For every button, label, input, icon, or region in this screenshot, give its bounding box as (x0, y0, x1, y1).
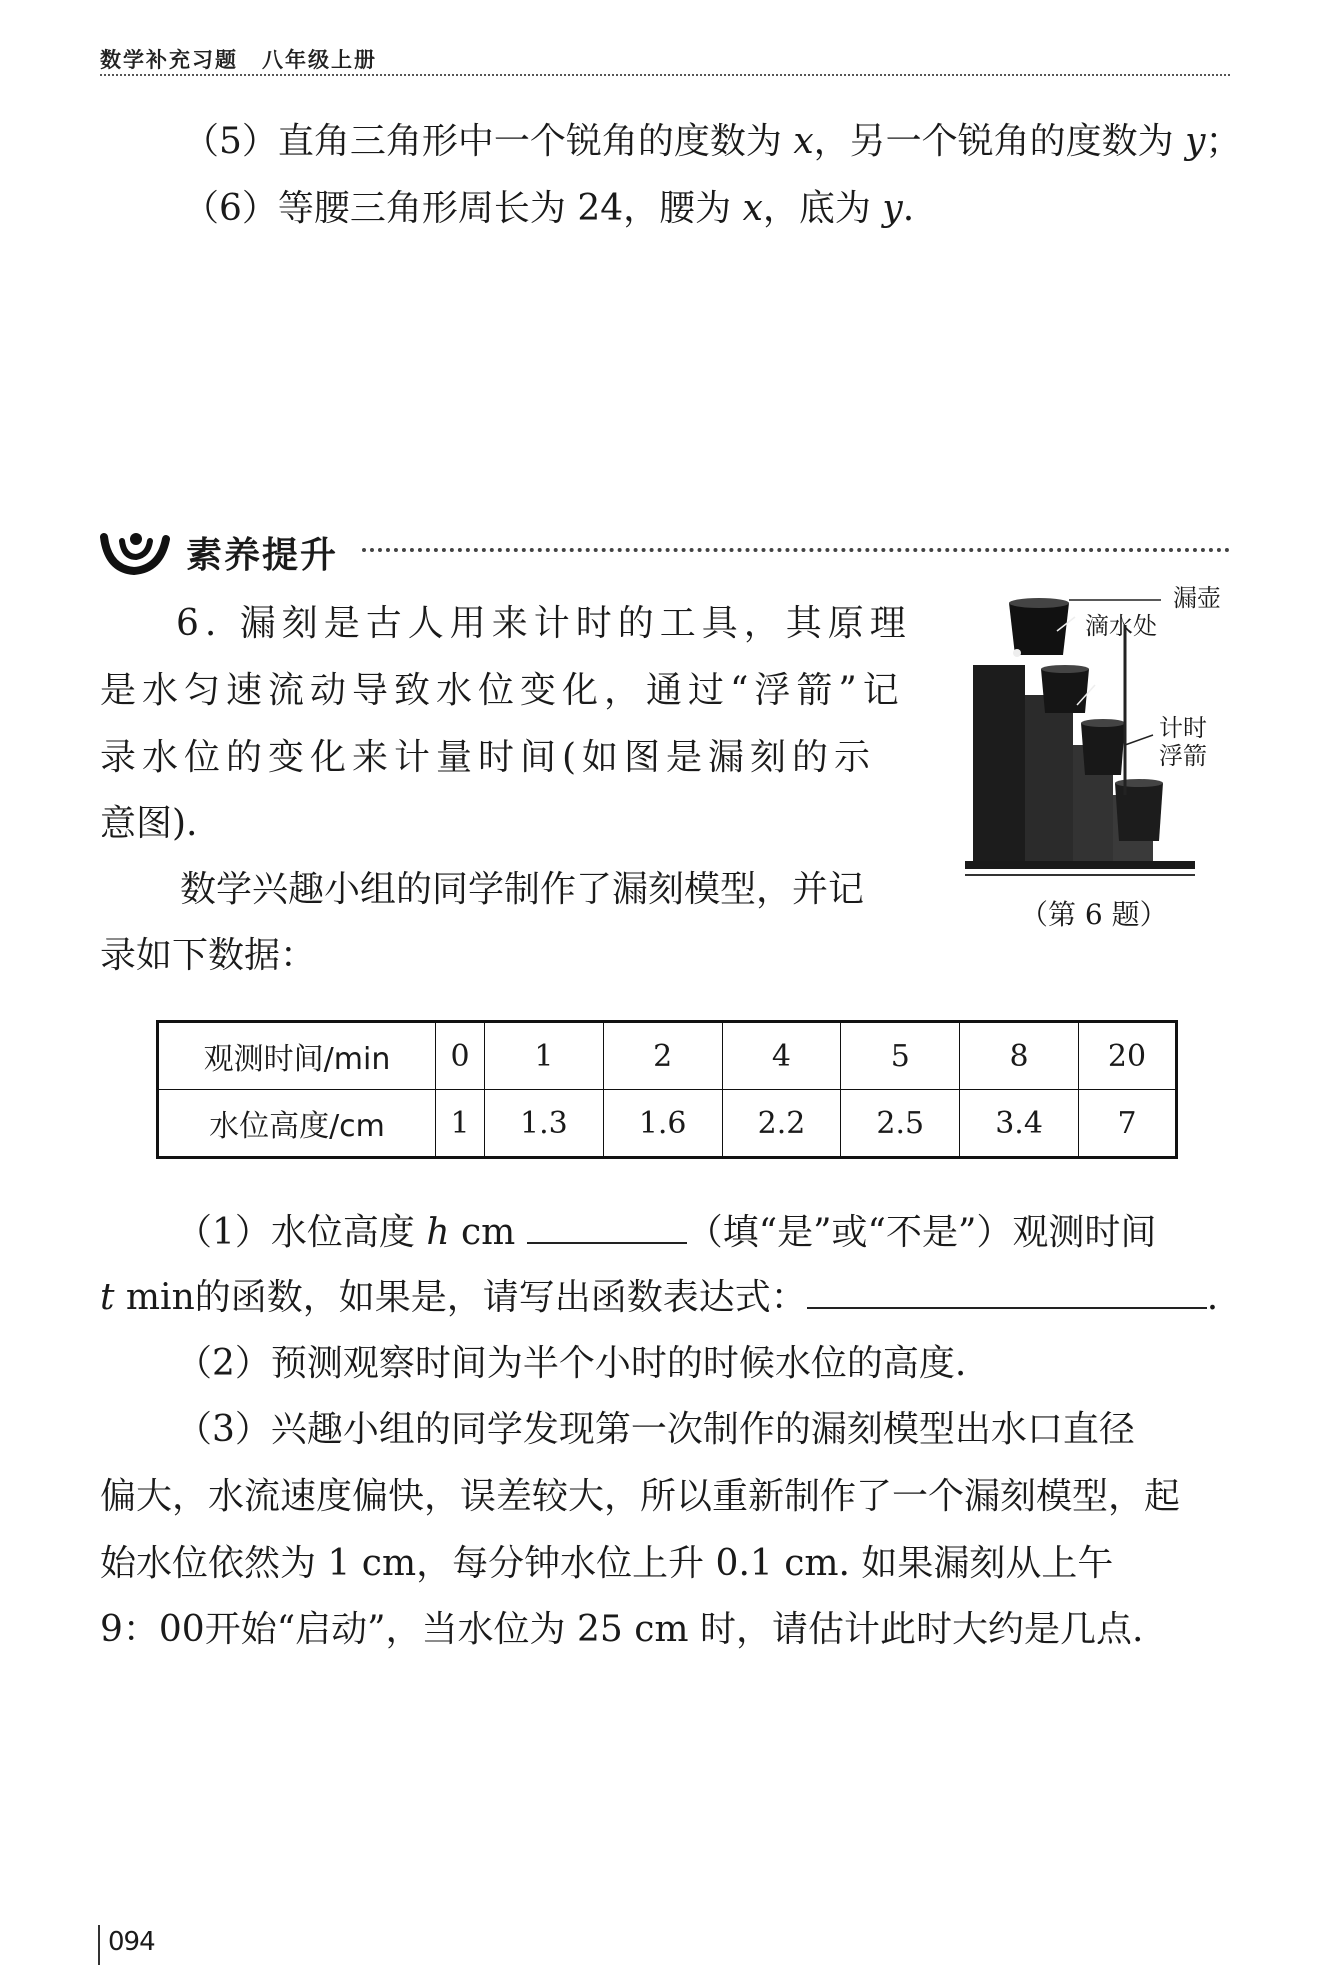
section-smile-icon (100, 529, 170, 575)
table-cell: 7 (1078, 1090, 1176, 1158)
question-1-line-1 (176, 1208, 1156, 1257)
section-heading (100, 525, 1230, 581)
question-3-line-4: 9：00开始“启动”，当水位为 25 cm 时，请估计此时大约是几点. (100, 1609, 1144, 1650)
table-cell: 2.2 (722, 1090, 841, 1158)
section-dotted-rule (362, 548, 1230, 552)
q1-blank-1[interactable] (527, 1208, 687, 1244)
label-pot: 漏壶 (1173, 584, 1221, 612)
header-dotted-rule (100, 74, 1230, 76)
question-1-line-2 (100, 1273, 1218, 1322)
table-cell: 2.5 (841, 1090, 960, 1158)
item-5-var-x: x (793, 121, 814, 162)
item-6 (183, 185, 914, 233)
table-row (158, 1090, 1177, 1158)
problem-6-data-intro-line-2: 录如下数据： (100, 935, 317, 976)
question-3-line-1 (176, 1406, 1135, 1454)
item-6-number: （6） (183, 188, 278, 229)
table-cell: 20 (1078, 1022, 1176, 1090)
q1-text-c: （填“是”或“不是”）观测时间 (686, 1212, 1157, 1253)
observation-table (156, 1020, 1178, 1159)
table-cell: 1.3 (484, 1090, 603, 1158)
table-cell: 1 (484, 1022, 603, 1090)
q1-blank-2[interactable] (807, 1273, 1207, 1309)
q2-number: （2） (176, 1343, 271, 1384)
problem-6-intro-line-3: 录水位的变化来计量时间(如图是漏刻的示 (100, 737, 877, 778)
q3-number: （3） (176, 1409, 271, 1450)
section-title-text: 素养提升 (186, 535, 339, 576)
label-arrow-2: 浮箭 (1159, 742, 1207, 770)
q1-text-a: 水位高度 (270, 1212, 427, 1253)
table-cell: 8 (960, 1022, 1079, 1090)
q1-text-e: . (1206, 1277, 1219, 1318)
page-number (98, 1925, 155, 1965)
q1-var-h: h (426, 1212, 450, 1253)
item-6-text-a: 等腰三角形周长为 24，腰为 (277, 188, 743, 229)
item-5-text-b: ，另一个锐角的度数为 (813, 121, 1186, 162)
problem-6-intro-line-2: 是水匀速流动导致水位变化，通过“浮箭”记 (100, 670, 905, 711)
table-cell: 2 (603, 1022, 722, 1090)
item-5-var-y: y (1185, 121, 1206, 162)
table-cell: 1.6 (603, 1090, 722, 1158)
item-5-text-c: ； (1205, 121, 1242, 162)
item-5-text-a: 直角三角形中一个锐角的度数为 (277, 121, 794, 162)
table-cell: 5 (841, 1022, 960, 1090)
problem-6-data-intro-line-1: 数学兴趣小组的同学制作了漏刻模型，并记 (180, 869, 865, 910)
item-5 (183, 118, 1241, 166)
table-cell: 3.4 (960, 1090, 1079, 1158)
item-6-text-b: ，底为 (762, 188, 883, 229)
item-5-number: （5） (183, 121, 278, 162)
question-3-line-3: 始水位依然为 1 cm，每分钟水位上升 0.1 cm. 如果漏刻从上午 (100, 1543, 1114, 1584)
running-header (100, 44, 1230, 74)
table-cell: 1 (436, 1090, 485, 1158)
table-cell: 4 (722, 1022, 841, 1090)
q1-var-t: t (100, 1277, 115, 1318)
label-drip: 滴水处 (1085, 612, 1157, 640)
header-text (100, 44, 1230, 74)
q1-number: （1） (176, 1212, 271, 1253)
label-arrow-1: 计时 (1159, 714, 1207, 742)
item-6-var-x: x (742, 188, 763, 229)
table-cell: 0 (436, 1022, 485, 1090)
problem-6-intro-line-1: 6. 漏刻是古人用来计时的工具，其原理 (176, 603, 912, 644)
q3-text-line-1: 兴趣小组的同学发现第一次制作的漏刻模型出水口直径 (270, 1409, 1135, 1450)
question-2 (176, 1340, 966, 1388)
book-title: 数学补充习题 (100, 48, 238, 72)
problem-6-intro-line-4: 意图). (100, 803, 198, 844)
q1-text-d: min的函数，如果是，请写出函数表达式： (114, 1277, 807, 1318)
table-row (158, 1022, 1177, 1090)
water-clock-figure (965, 585, 1235, 885)
row-header-time: 观测时间/min (158, 1022, 436, 1090)
q1-text-b: cm (449, 1212, 527, 1253)
question-3-line-2: 偏大，水流速度偏快，误差较大，所以重新制作了一个漏刻模型，起 (100, 1476, 1181, 1517)
page-number-text: 094 (108, 1927, 155, 1957)
figure-caption: （第 6 题） (1020, 898, 1168, 931)
item-6-text-c: . (902, 188, 915, 229)
row-header-height: 水位高度/cm (158, 1090, 436, 1158)
q2-text: 预测观察时间为半个小时的时候水位的高度. (270, 1343, 967, 1384)
volume-title: 八年级上册 (262, 48, 377, 72)
item-6-var-y: y (882, 188, 903, 229)
